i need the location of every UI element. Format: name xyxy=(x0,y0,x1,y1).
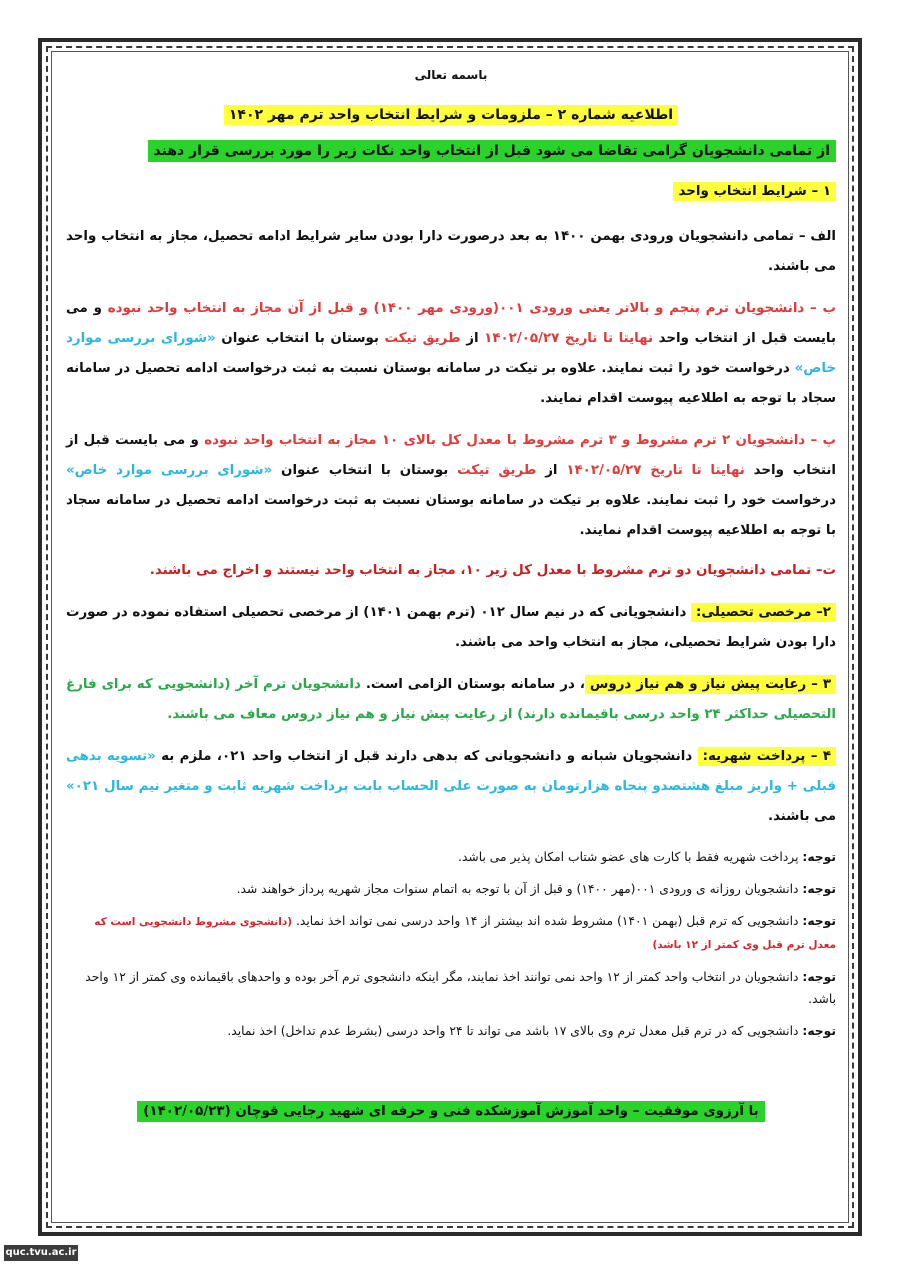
item-pe-text4: درخواست خود را ثبت نمایند. علاوه بر تیکت در سامانه بوستان نسبت به ثبت درخواست ادامه تحصیل در سامانه سجاد با توجه به اطلاعیه پیوست اقدام نمایند. xyxy=(66,493,836,538)
section4-blue: «تسویه بدهی قبلی + واریز مبلغ هشتصدو پنجاه هزارتومان به صورت علی الحساب بابت پرداخت شهریه ثابت و متغیر نیم سال ۰۲۱» xyxy=(66,749,836,794)
section4-text: دانشجویان شبانه و دانشجویانی که بدهی دارند قبل از انتخاب واحد ۰۲۱، ملزم به xyxy=(155,749,698,764)
section1-heading: ۱ – شرایط انتخاب واحد xyxy=(673,182,836,201)
request-banner: از تمامی دانشجویان گرامی تقاضا می شود قبل از انتخاب واحد نکات زیر را مورد بررسی قرار دهند xyxy=(148,140,836,162)
section3-text: ، در سامانه بوستان الزامی است. xyxy=(360,677,585,692)
note-label: توجه: xyxy=(802,970,836,984)
note-label: توجه: xyxy=(802,850,836,864)
section3 xyxy=(66,670,836,730)
note-5-text: دانشجویی که در ترم قبل معدل ترم وی بالای ۱۷ باشد می تواند تا ۲۴ واحد درسی (بشرط عدم تداخل) اخذ نماید. xyxy=(227,1024,803,1038)
section2 xyxy=(66,598,836,658)
item-alef: الف – تمامی دانشجویان ورودی بهمن ۱۴۰۰ به بعد درصورت دارا بودن سایر شرایط ادامه تحصیل، مجاز به انتخاب واحد می باشند. xyxy=(66,229,836,274)
item-be-text4: درخواست خود را ثبت نمایند. علاوه بر تیکت در سامانه بوستان نسبت به ثبت درخواست ادامه تحصیل در سامانه سجاد با توجه به اطلاعیه پیوست اقدام نمایند. xyxy=(66,361,836,406)
note-3-red: (دانشجوی مشروط دانشجویی است که معدل ترم قبل وی کمتر از ۱۲ باشد) xyxy=(94,916,836,951)
item-pe-deadline: نهایتا تا تاریخ ۱۴۰۲/۰۵/۲۷ xyxy=(566,463,745,478)
section3-green: دانشجویان ترم آخر (دانشجویی که برای فارغ التحصیلی حداکثر ۲۴ واحد درسی باقیمانده دارند) از رعایت پیش نیاز و هم نیاز دروس معاف می باشند. xyxy=(66,677,836,722)
section4-end: می باشند. xyxy=(767,809,836,824)
item-pe-red: پ – دانشجویان ۲ ترم مشروط و ۳ ترم مشروط با معدل کل بالای ۱۰ مجاز به انتخاب واحد نبوده xyxy=(204,433,836,448)
item-pe-council: «شورای بررسی موارد خاص» xyxy=(66,463,273,478)
note-3-text: دانشجویی که ترم قبل (بهمن ۱۴۰۱) مشروط شده اند بیشتر از ۱۴ واحد درسی نمی تواند اخذ نماید. xyxy=(292,914,803,928)
item-pe-ticket: طریق تیکت xyxy=(457,463,537,478)
item-pe-text1: و می بایست قبل از انتخاب واحد xyxy=(66,433,836,478)
note-label: توجه: xyxy=(802,1024,836,1038)
note-label: توجه: xyxy=(802,882,836,896)
item-be-text2: از xyxy=(460,331,485,346)
item-pe xyxy=(66,426,836,546)
section4-heading: ۴ – پرداخت شهریه: xyxy=(698,747,836,766)
note-3 xyxy=(66,910,836,956)
section2-heading: ۲– مرخصی تحصیلی: xyxy=(691,603,836,622)
site-watermark: quc.tvu.ac.ir xyxy=(4,1245,78,1261)
item-te: ت– تمامی دانشجویان دو ترم مشروط با معدل کل زیر ۱۰، مجاز به انتخاب واحد نیستند و اخراج می باشند. xyxy=(149,563,836,578)
note-2-text: دانشجویان روزانه ی ورودی ۰۰۱(مهر ۱۴۰۰) و قبل از آن با توجه به اتمام سنوات مجاز شهریه پرداز خواهند شد. xyxy=(236,882,803,896)
item-be-deadline: نهایتا تا تاریخ ۱۴۰۲/۰۵/۲۷ xyxy=(484,331,654,346)
item-pe-text3: بوستان با انتخاب عنوان xyxy=(272,463,458,478)
note-4 xyxy=(66,966,836,1010)
item-be-text1: و می بایست قبل از انتخاب واحد xyxy=(66,301,836,346)
item-be-ticket: طریق تیکت xyxy=(384,331,461,346)
announcement-title: اطلاعیه شماره ۲ – ملزومات و شرایط انتخاب واحد ترم مهر ۱۴۰۲ xyxy=(224,105,678,125)
note-label: توجه: xyxy=(802,914,836,928)
note-1 xyxy=(66,846,836,868)
section3-heading: ۳ – رعایت پیش نیاز و هم نیاز دروس xyxy=(585,675,836,694)
section4 xyxy=(66,742,836,832)
item-be-text3: بوستان با انتخاب عنوان xyxy=(215,331,385,346)
note-2 xyxy=(66,878,836,900)
section2-text: دانشجویانی که در نیم سال ۰۱۲ (ترم بهمن ۱۴۰۱) از مرخصی تحصیلی استفاده نموده در صورت دارا بودن شرایط تحصیلی، مجاز به انتخاب واحد می باشند. xyxy=(66,605,836,650)
item-be xyxy=(66,294,836,414)
closing-banner: با آرزوی موفقیت – واحد آموزش آموزشکده فنی و حرفه ای شهید رجایی قوچان (۱۴۰۲/۰۵/۲۳) xyxy=(137,1101,764,1122)
item-be-red: ب – دانشجویان ترم پنجم و بالاتر یعنی ورودی ۰۰۱(ورودی مهر ۱۴۰۰) و قبل از آن مجاز به انتخاب واحد نبوده xyxy=(107,301,836,316)
note-5 xyxy=(66,1020,836,1042)
note-1-text: پرداخت شهریه فقط با کارت های عضو شتاب امکان پذیر می باشد. xyxy=(458,850,803,864)
item-pe-text2: از xyxy=(536,463,567,478)
item-be-council: «شورای بررسی موارد خاص» xyxy=(66,331,836,376)
note-4-text: دانشجویان در انتخاب واحد کمتر از ۱۲ واحد نمی توانند اخذ نمایند، مگر اینکه دانشجوی ترم آخر بوده و واحدهای باقیمانده وی کمتر از ۱۲ واحد باشد. xyxy=(85,970,836,1006)
basmala: باسمه تعالی xyxy=(414,68,488,82)
announcement-body xyxy=(66,62,836,1119)
